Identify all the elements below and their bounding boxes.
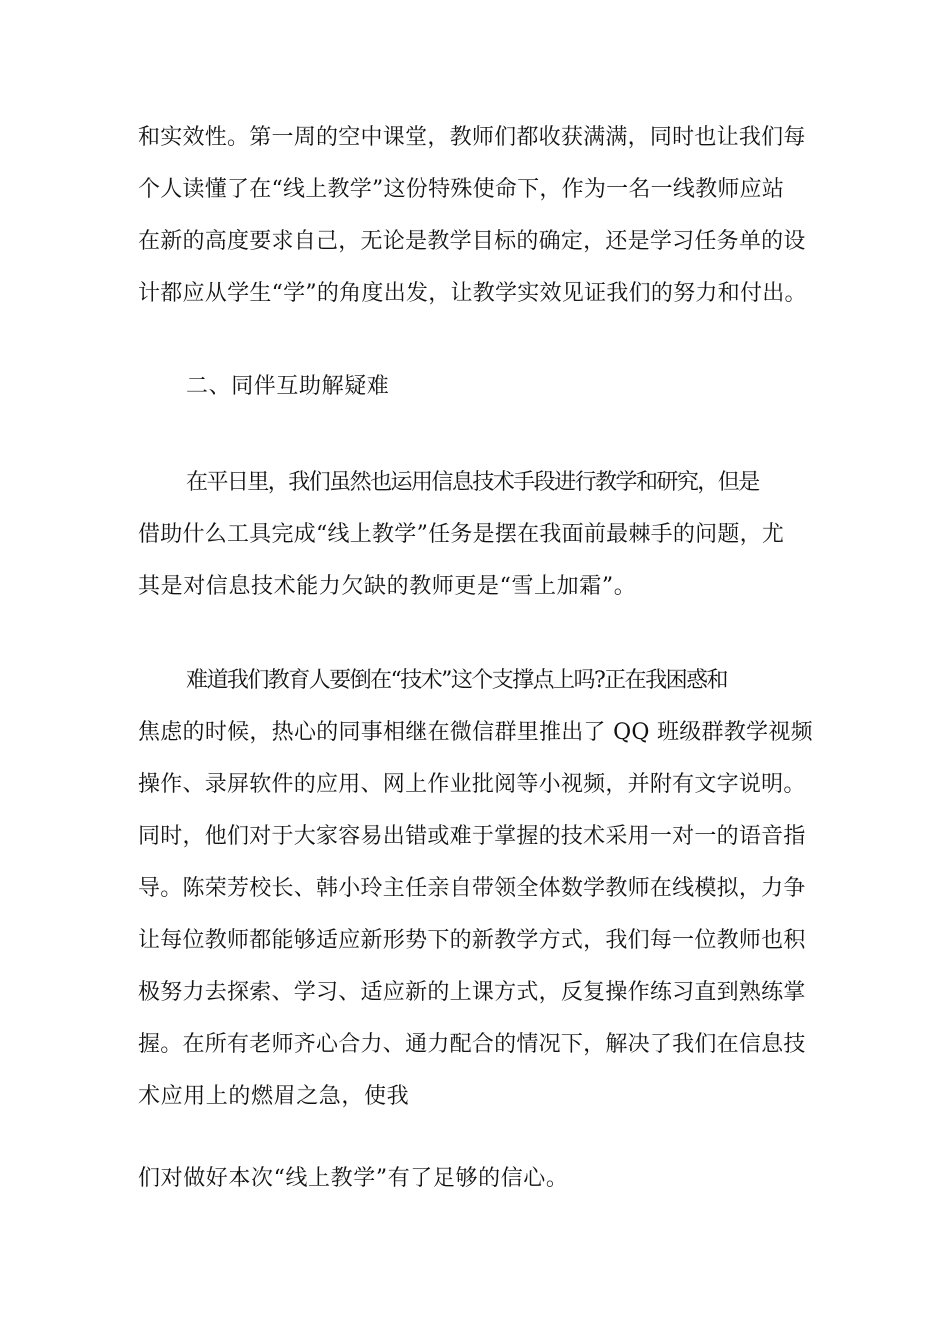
paragraph-1-line: 和实效性。第一周的空中课堂，教师们都收获满满，同时也让我们每 bbox=[138, 125, 806, 150]
paragraph-3-line: 让每位教师都能够适应新形势下的新教学方式，我们每一位教师也积 bbox=[138, 928, 806, 953]
paragraph-3-line: 导。陈荣芳校长、韩小玲主任亲自带领全体数学教师在线模拟，力争 bbox=[138, 876, 806, 901]
paragraph-2-line: 在平日里，我们虽然也运用信息技术手段进行教学和研究，但是 bbox=[186, 470, 759, 495]
paragraph-1-line: 在新的高度要求自己，无论是教学目标的确定，还是学习任务单的设 bbox=[138, 229, 806, 254]
paragraph-3-line: 极努力去探索、学习、适应新的上课方式，反复操作练习直到熟练掌 bbox=[138, 980, 806, 1005]
paragraph-2-line: 其是对信息技术能力欠缺的教师更是“雪上加霜”。 bbox=[138, 574, 637, 599]
paragraph-3-line: 术应用上的燃眉之急，使我 bbox=[138, 1084, 410, 1109]
paragraph-1-line: 个人读懂了在“线上教学”这份特殊使命下，作为一名一线教师应站 bbox=[138, 177, 785, 202]
paragraph-3-line: 焦虑的时候，热心的同事相继在微信群里推出了 QQ 班级群教学视频 bbox=[138, 720, 813, 745]
section-heading: 二、同伴互助解疑难 bbox=[186, 374, 390, 399]
paragraph-2-line: 借助什么工具完成“线上教学”任务是摆在我面前最棘手的问题，尤 bbox=[138, 522, 785, 547]
paragraph-4-line: 们对做好本次“线上教学”有了足够的信心。 bbox=[138, 1166, 569, 1191]
paragraph-3-line: 同时，他们对于大家容易出错或难于掌握的技术采用一对一的语音指 bbox=[138, 824, 806, 849]
paragraph-3-line: 握。在所有老师齐心合力、通力配合的情况下，解决了我们在信息技 bbox=[138, 1032, 806, 1057]
paragraph-1-line: 计都应从学生“学”的角度出发，让教学实效见证我们的努力和付出。 bbox=[138, 281, 807, 306]
paragraph-3-line: 难道我们教育人要倒在“技术”这个支撑点上吗?正在我困惑和 bbox=[186, 668, 727, 693]
paragraph-3-line: 操作、录屏软件的应用、网上作业批阅等小视频，并附有文字说明。 bbox=[138, 772, 806, 797]
